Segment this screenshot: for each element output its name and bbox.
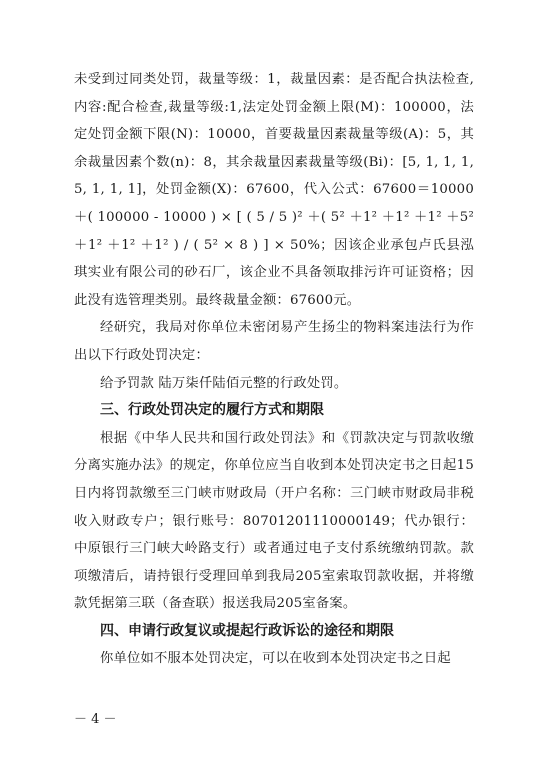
paragraph-appeal: 你单位如不服本处罚决定，可以在收到本处罚决定书之日起	[100, 651, 451, 667]
page-number: － 4 －	[74, 712, 117, 727]
paragraph-payment-instructions: 根据《中华人民共和国行政处罚法》和《罚款决定与罚款收缴分离实施办法》的规定，你单位应当自收到本处罚决定书之日起15日内将罚款缴至三门峡市财政局（开户名称：三门峡市财政局非税收入财政专户；银行账号：80701201110000149；代办银行：中原银行三门峡大岭路支行）或者通过电子支付系统缴纳罚款。款项缴清后，请持银行受理回单到我局205室索取罚款收据，并将缴款凭据第三联（备查联）报送我局205室备案。	[74, 430, 474, 612]
section-heading-appeal: 四、申请行政复议或提起行政诉讼的途径和期限	[100, 622, 394, 639]
paragraph-decision-intro: 经研究，我局对你单位未密闭易产生扬尘的物料案违法行为作出以下行政处罚决定：	[74, 320, 474, 363]
paragraph-penalty: 给予罚款 陆万柒仟陆佰元整的行政处罚。	[100, 375, 348, 391]
section-heading-payment: 三、行政处罚决定的履行方式和期限	[100, 402, 324, 419]
document-body	[74, 66, 474, 673]
paragraph-discretion-calculation: 未受到过同类处罚，裁量等级：1，裁量因素：是否配合执法检查,内容:配合检查,裁量等级:1,法定处罚金额上限(M)：100000，法定处罚金额下限(N)：10000，首要裁量因素裁量等级(A)：5，其余裁量因素个数(n)：8，其余裁量因素裁量等级(Bi)：[5, 1, 1, 1, 5, 1, 1, 1]，处罚金额(X)：67600，代入公式：67600＝10000＋( 100000 - 10000 ) × [ ( 5 / 5 )² ＋( 5² ＋1² ＋1² ＋1² ＋5² ＋1² ＋1² ＋1² ) / ( 5² × 8 ) ] × 50%；因该企业承包卢氏县泓琪实业有限公司的砂石厂，该企业不具备领取排污许可证资格；因此没有选管理类别。最终裁量金额：67600元。	[74, 72, 474, 308]
